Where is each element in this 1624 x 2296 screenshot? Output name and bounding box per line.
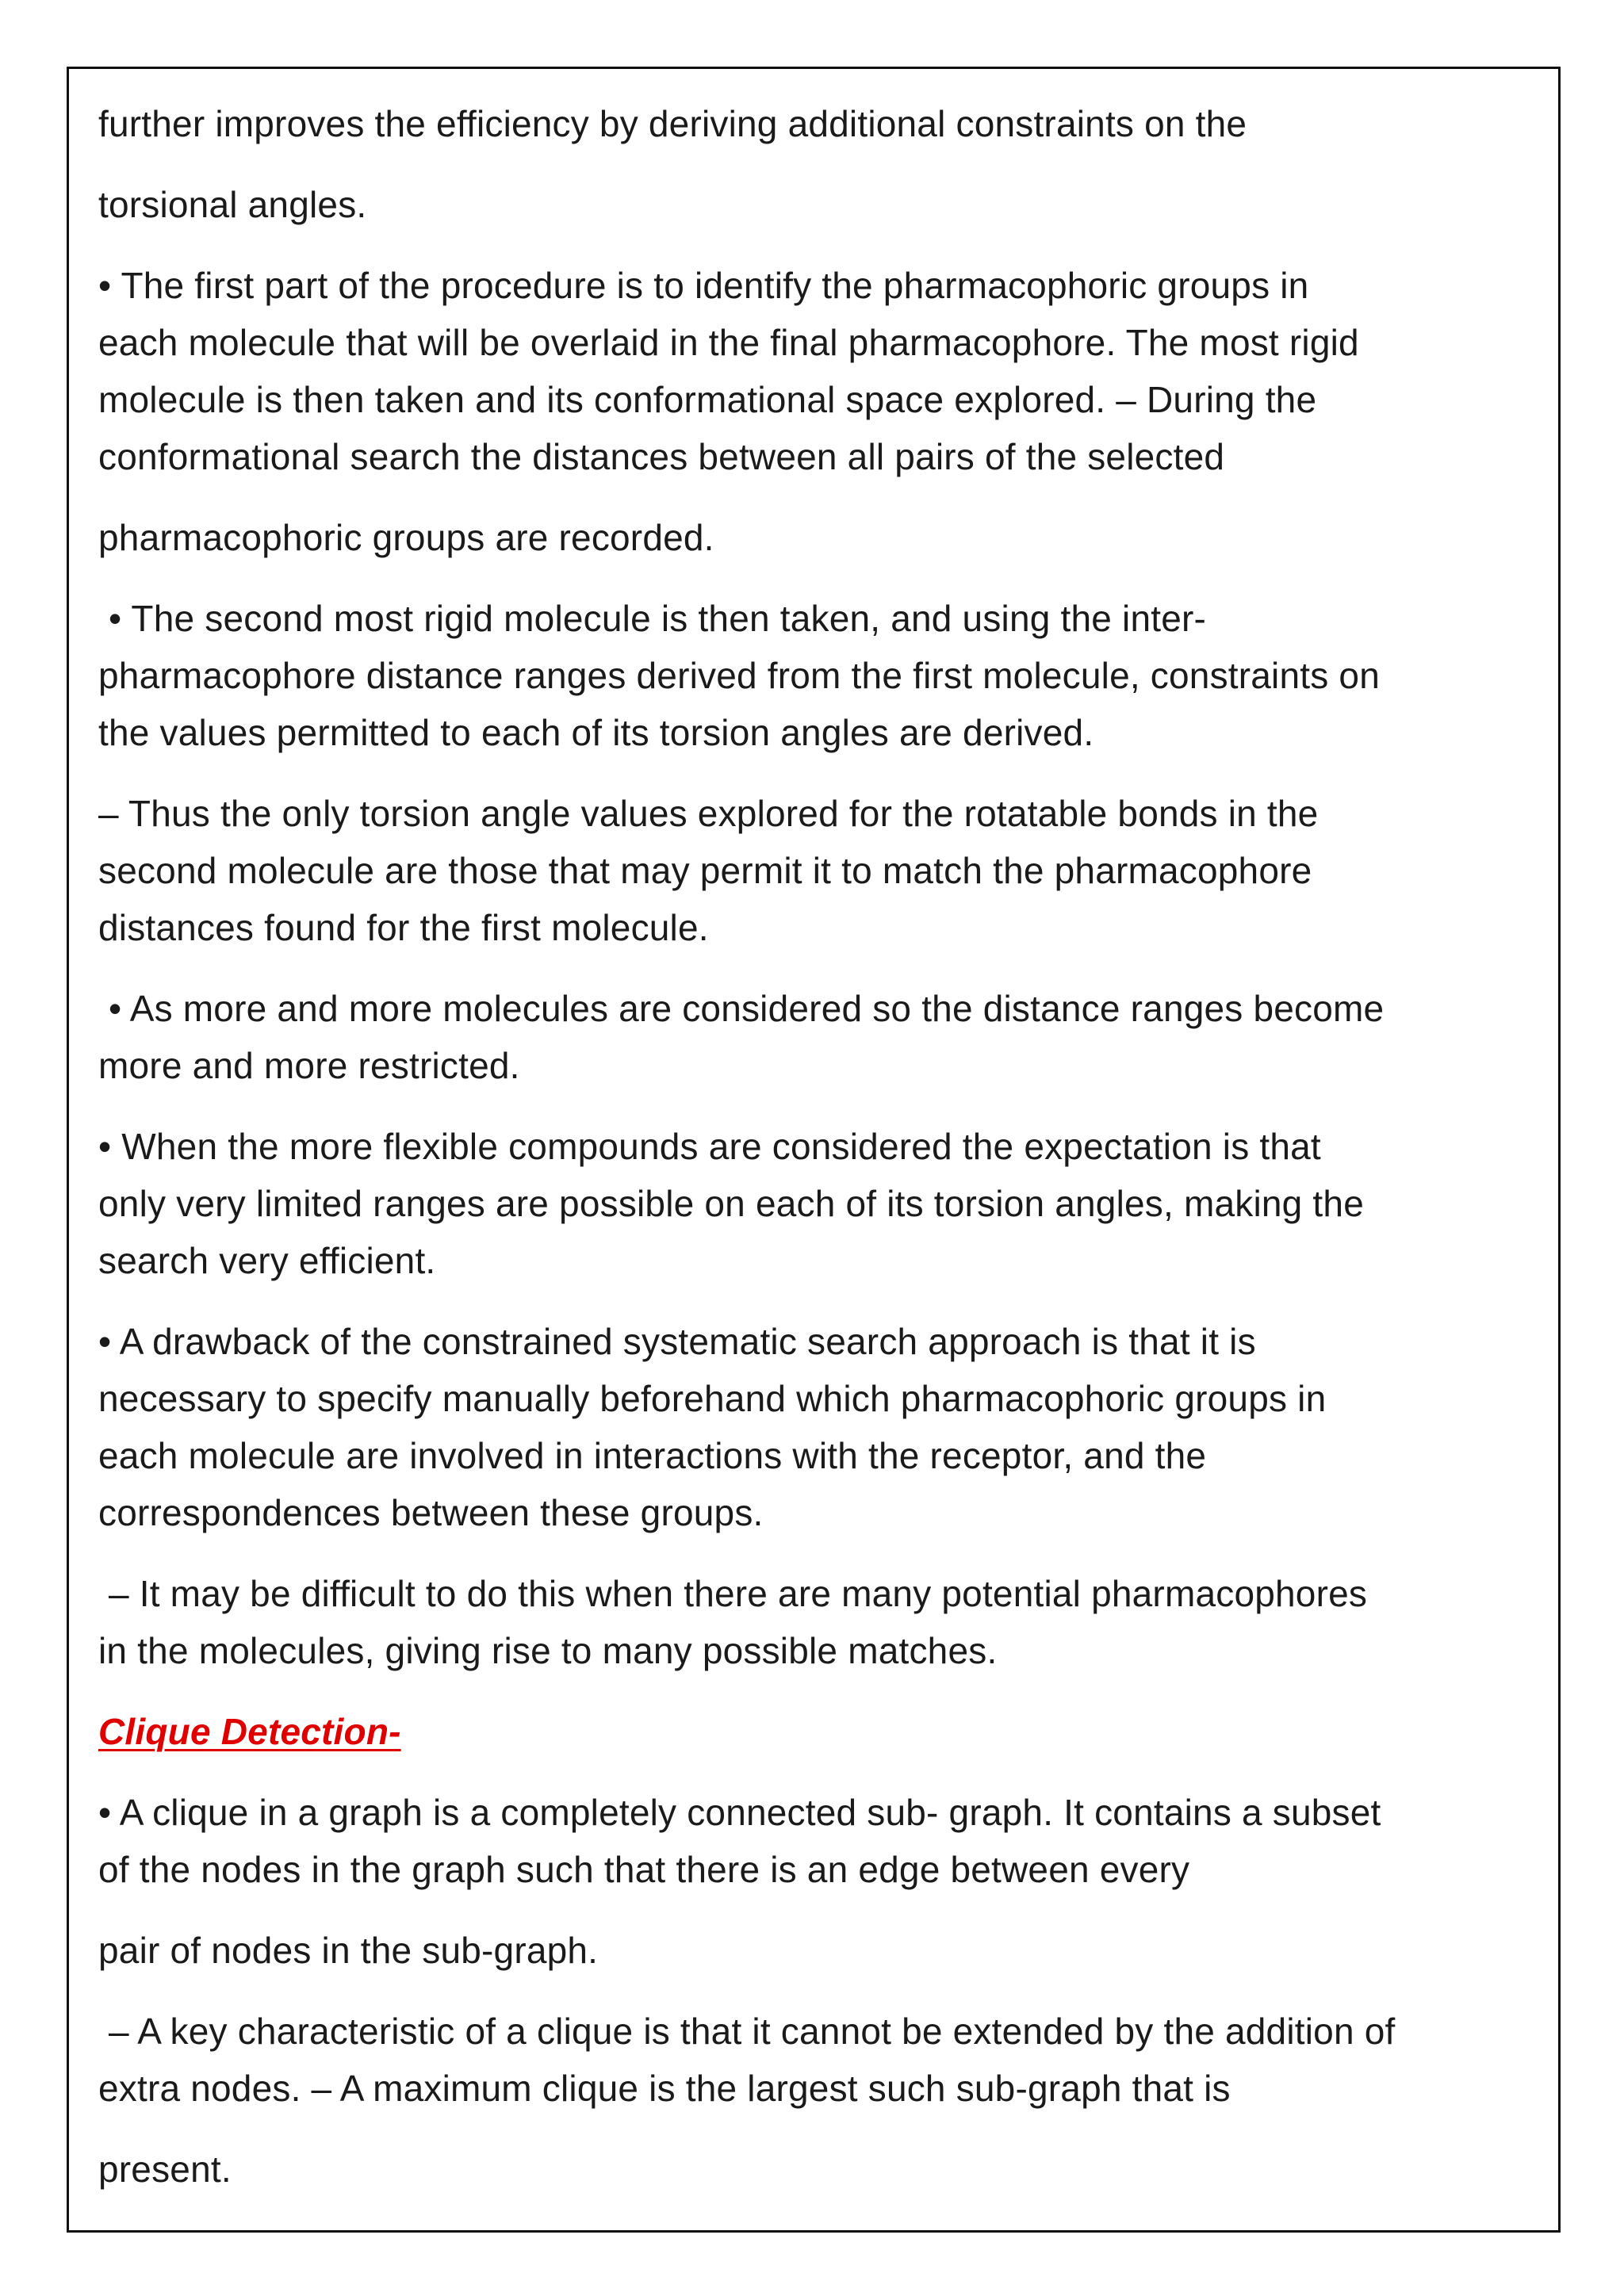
text-line: • The second most rigid molecule is then taken, and using the inter- [98,598,1207,639]
text-line: molecule is then taken and its conformational space explored. – During the [98,379,1317,420]
text-line: • A clique in a graph is a completely connected sub- graph. It contains a subset [98,1792,1381,1833]
text-line: • When the more flexible compounds are considered the expectation is that [98,1126,1321,1167]
text-line: further improves the efficiency by deriving additional constraints on the [98,103,1247,144]
text-line: pharmacophore distance ranges derived from the first molecule, constraints on [98,655,1380,696]
text-line: torsional angles. [98,184,367,225]
text-line: in the molecules, giving rise to many possible matches. [98,1630,998,1671]
text-line: • The first part of the procedure is to identify the pharmacophoric groups in [98,265,1309,306]
text-line: second molecule are those that may permit it to match the pharmacophore [98,850,1312,891]
text-line: – It may be difficult to do this when there are many potential pharmacophores [98,1573,1368,1614]
text-line: pair of nodes in the sub-graph. [98,1930,599,1971]
text-line: • As more and more molecules are considered so the distance ranges become [98,988,1385,1029]
text-line: correspondences between these groups. [98,1492,764,1533]
text-line: distances found for the first molecule. [98,907,709,948]
text-line: pharmacophoric groups are recorded. [98,517,714,558]
text-line: only very limited ranges are possible on each of its torsion angles, making the [98,1183,1364,1224]
text-line: necessary to specify manually beforehand which pharmacophoric groups in [98,1378,1327,1419]
text-line: • A drawback of the constrained systematic search approach is that it is [98,1321,1256,1362]
text-line: each molecule that will be overlaid in the final pharmacophore. The most rigid [98,322,1359,363]
text-line: present. [98,2149,232,2190]
text-line: – Thus the only torsion angle values explored for the rotatable bonds in the [98,793,1319,834]
text-line: each molecule are involved in interactions with the receptor, and the [98,1435,1207,1476]
text-line: the values permitted to each of its torsion angles are derived. [98,712,1094,753]
section-heading-clique-detection: Clique Detection- [98,1711,401,1752]
text-line: conformational search the distances between all pairs of the selected [98,436,1225,477]
text-line: – A key characteristic of a clique is that it cannot be extended by the addition of [98,2011,1396,2052]
text-line: extra nodes. – A maximum clique is the largest such sub-graph that is [98,2068,1231,2109]
text-line: more and more restricted. [98,1045,520,1086]
text-line: of the nodes in the graph such that there is an edge between every [98,1849,1190,1890]
text-line: search very efficient. [98,1240,436,1281]
